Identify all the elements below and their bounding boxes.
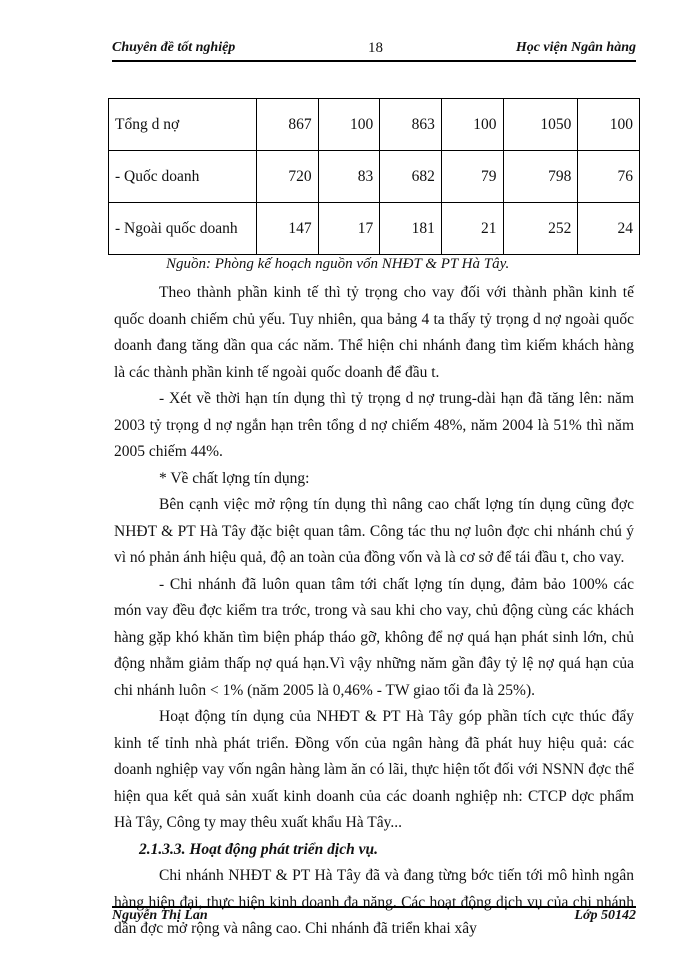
table-cell: 76 [578, 151, 640, 203]
page-number: 18 [368, 40, 383, 56]
body-text [114, 280, 634, 943]
table-cell: 83 [318, 151, 380, 203]
table-cell: 17 [318, 203, 380, 255]
table-cell: 24 [578, 203, 640, 255]
table-cell: 720 [257, 151, 319, 203]
paragraph: Theo thành phần kinh tế thì tỷ trọng cho vay đối với thành phần kinh tế quốc doanh chiếm chủ yếu. Tuy nhiên, qua bảng 4 ta thấy tỷ trọng d nợ ngoài quốc doanh đang tăng dần qua các năm. Thể hiện chi nhánh đang tìm kiếm khách hàng là các thành phần kinh tế ngoài quốc doanh để đầu t. [114, 284, 634, 381]
loan-table [108, 98, 640, 255]
table-cell-label: - Ngoài quốc doanh [109, 203, 257, 255]
paragraph: Bên cạnh việc mở rộng tín dụng thì nâng cao chất lợng tín dụng cũng đợc NHĐT & PT Hà Tây đặc biệt quan tâm. Công tác thu nợ luôn đợc chi nhánh chú ý vì nó phản ánh hiệu quả, độ an toàn của đồng vốn và là cơ sở để tái đầu t, cho vay. [114, 496, 634, 566]
page-header [112, 40, 636, 60]
table-cell-label: - Quốc doanh [109, 151, 257, 203]
section-heading: 2.1.3.3. Hoạt động phát triển dịch vụ. [139, 840, 378, 858]
footer-class: Lớp 50142 [574, 908, 636, 923]
table-cell: 100 [441, 99, 503, 151]
paragraph: - Chi nhánh đã luôn quan tâm tới chất lợng tín dụng, đảm bảo 100% các món vay đều đợc kiểm tra trớc, trong và sau khi cho vay, chủ động cùng các khách hàng gặp khó khăn tìm biện pháp tháo gỡ, không để nợ quá hạn phát sinh lớn, chủ động nhằm giảm thấp nợ quá hạn.Vì vậy những năm gần đây tỷ lệ nợ quá hạn của chi nhánh luôn < 1% (năm 2005 là 0,46% - TW giao tối đa là 25%). [114, 575, 634, 699]
header-institution: Học viện Ngân hàng [515, 40, 636, 55]
table-cell: 100 [578, 99, 640, 151]
table-cell: 252 [503, 203, 578, 255]
table-row [109, 99, 640, 151]
table-cell: 867 [257, 99, 319, 151]
table-cell: 1050 [503, 99, 578, 151]
header-title: Chuyên đề tốt nghiệp [112, 40, 236, 55]
table-row [109, 203, 640, 255]
table-cell: 147 [257, 203, 319, 255]
table-cell: 21 [441, 203, 503, 255]
paragraph: - Xét về thời hạn tín dụng thì tỷ trọng d nợ trung-dài hạn đã tăng lên: năm 2003 tỷ trọng d nợ ngắn hạn trên tổng d nợ chiếm 48%, năm 2004 là 51% thì năm 2005 chiếm 44%. [114, 390, 634, 460]
table-cell: 863 [380, 99, 442, 151]
paragraph: Chi nhánh NHĐT & PT Hà Tây đã và đang từng bớc tiến tới mô hình ngân hàng hiện đại, thực hiện kinh doanh đa năng. Các hoạt động dịch vụ của chi nhánh dần đợc mở rộng và nâng cao. Chi nhánh đã triển khai xây [114, 867, 634, 937]
page-footer [112, 908, 636, 928]
paragraph: Hoạt động tín dụng của NHĐT & PT Hà Tây góp phần tích cực thúc đẩy kinh tế tỉnh nhà phát triển. Đồng vốn của ngân hàng đã phát huy hiệu quả: các doanh nghiệp vay vốn ngân hàng làm ăn có lãi, thực hiện tốt đối với NSNN đợc thể hiện qua kết quả sản xuất kinh doanh của các doanh nghiệp nh: CTCP dợc phẩm Hà Tây, Công ty may thêu xuất khẩu Hà Tây... [114, 708, 634, 831]
table-cell: 100 [318, 99, 380, 151]
table-cell: 798 [503, 151, 578, 203]
paragraph: * Về chất lợng tín dụng: [159, 469, 310, 487]
table-cell: 79 [441, 151, 503, 203]
table-row [109, 151, 640, 203]
footer-author: Nguyễn Thị Lan [112, 908, 208, 923]
table-cell: 181 [380, 203, 442, 255]
header-rule [112, 60, 636, 62]
table-cell: 682 [380, 151, 442, 203]
table-cell-label: Tổng d nợ [109, 99, 257, 151]
table-source-note: Nguồn: Phòng kế hoạch nguồn vốn NHĐT & PT Hà Tây. [166, 256, 510, 272]
